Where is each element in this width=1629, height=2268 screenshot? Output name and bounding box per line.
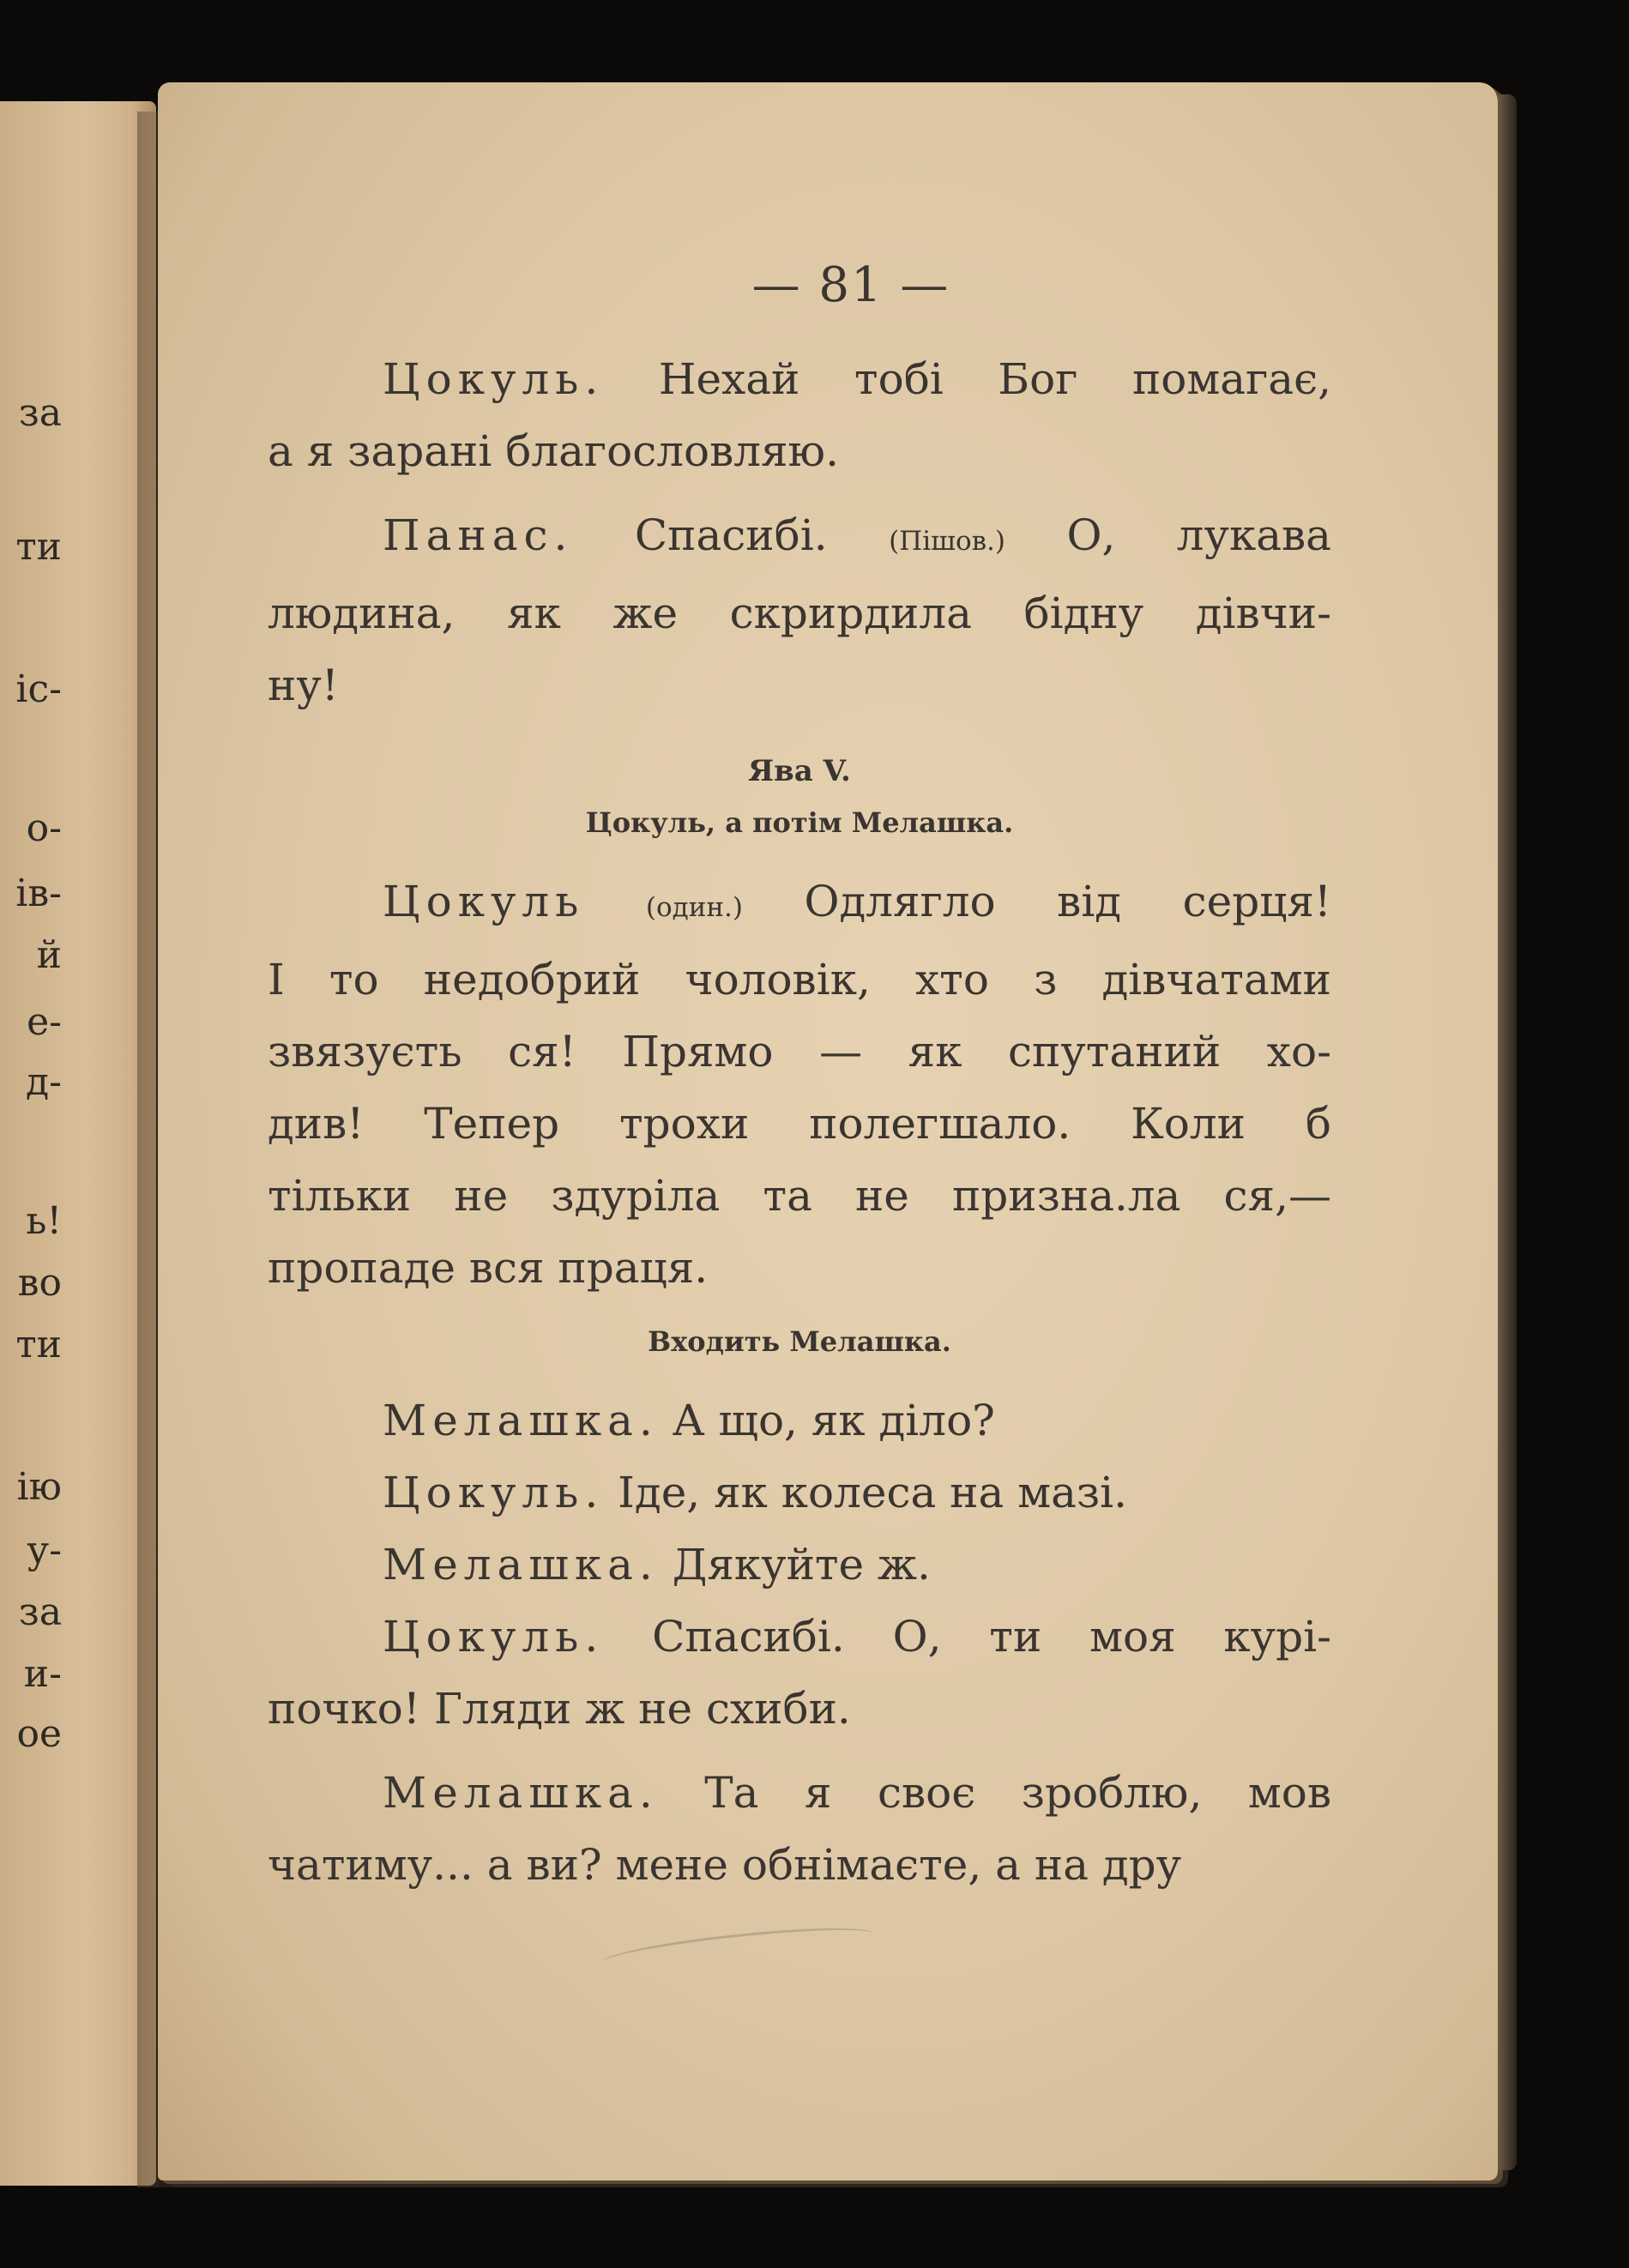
line-text: Спасибі. О, ти моя курі-	[652, 1612, 1331, 1662]
text-line: див! Тепер трохи полегшало. Коли б	[268, 1099, 1331, 1149]
page-edge	[1498, 94, 1517, 2170]
text-line	[268, 1757, 1331, 1829]
text-line: чатиму... а ви? мене обнімаєте, а на дру	[268, 1840, 1182, 1890]
stage-direction-inline: (Пішов.)	[889, 526, 1006, 557]
scene-cast: Цокуль, а потім Мелашка.	[585, 806, 1014, 839]
text-line	[268, 866, 1331, 944]
text-line	[268, 499, 1331, 577]
scene-heading: Ява V.	[748, 754, 851, 788]
text-line: ну!	[268, 660, 339, 710]
text-line: І то недобрий чоловік, хто з дівчатами	[268, 955, 1331, 1004]
left-fragment: ь!	[26, 1199, 62, 1243]
left-fragment: ти	[15, 1323, 62, 1366]
text-line	[268, 1457, 1331, 1529]
text-line	[268, 1384, 1331, 1457]
left-fragment: ти	[15, 525, 62, 569]
stage-direction: Входить Мелашка.	[648, 1325, 951, 1358]
line-text: Одлягло від серця!	[804, 877, 1331, 926]
left-fragment: ое	[16, 1712, 62, 1756]
left-fragment: ів-	[15, 872, 62, 915]
left-fragment: за	[18, 391, 62, 435]
text-line: пропаде вся праця.	[268, 1243, 709, 1293]
text-line	[268, 343, 1331, 415]
stage-direction-inline: (один.)	[645, 892, 743, 923]
line-text: Дякуйте ж.	[672, 1540, 931, 1589]
line-text: А що, як діло?	[672, 1396, 995, 1445]
left-fragment: іс-	[15, 667, 62, 711]
page-text	[268, 257, 1331, 1901]
left-page-text-fragments	[0, 101, 156, 2186]
left-fragment: е-	[27, 1000, 62, 1044]
text-line: тільки не здуріла та не призна.ла ся,—	[268, 1171, 1331, 1221]
left-fragment: за	[18, 1590, 62, 1634]
left-fragment: й	[36, 933, 62, 977]
line-text: Та я своє зроблю, мов	[704, 1768, 1331, 1818]
left-fragment: ію	[16, 1465, 62, 1509]
speaker-name: Цокуль.	[383, 354, 605, 404]
text-line	[268, 1601, 1331, 1673]
speaker-name: Цокуль	[383, 877, 585, 926]
speaker-name: Мелашка.	[383, 1396, 659, 1445]
left-page-edge	[0, 101, 156, 2186]
left-fragment: д-	[26, 1060, 62, 1104]
line-text: Нехай тобі Бог помагає,	[658, 354, 1331, 404]
text-line: звязуєть ся! Прямо — як спутаний хо-	[268, 1027, 1331, 1077]
page-number: — 81 —	[751, 257, 950, 313]
line-text: Іде, як колеса на мазі.	[618, 1468, 1128, 1517]
left-fragment: и-	[23, 1652, 62, 1696]
speaker-name: Цокуль.	[383, 1468, 605, 1517]
line-text: О, лукава	[1066, 510, 1331, 560]
left-fragment: у-	[27, 1529, 62, 1572]
speaker-name: Панас.	[383, 510, 574, 560]
speaker-name: Мелашка.	[383, 1540, 659, 1589]
text-line: почко! Гляди ж не схиби.	[268, 1684, 851, 1734]
line-text: Спасибі.	[634, 510, 828, 560]
text-line: а я зарані благословляю.	[268, 426, 839, 476]
speaker-name: Мелашка.	[383, 1768, 659, 1818]
text-line	[268, 1529, 1331, 1601]
text-line: людина, як же скрирдила бідну дівчи-	[268, 588, 1331, 638]
speaker-name: Цокуль.	[383, 1612, 605, 1662]
left-fragment: о-	[26, 806, 62, 850]
left-fragment: во	[17, 1261, 62, 1305]
